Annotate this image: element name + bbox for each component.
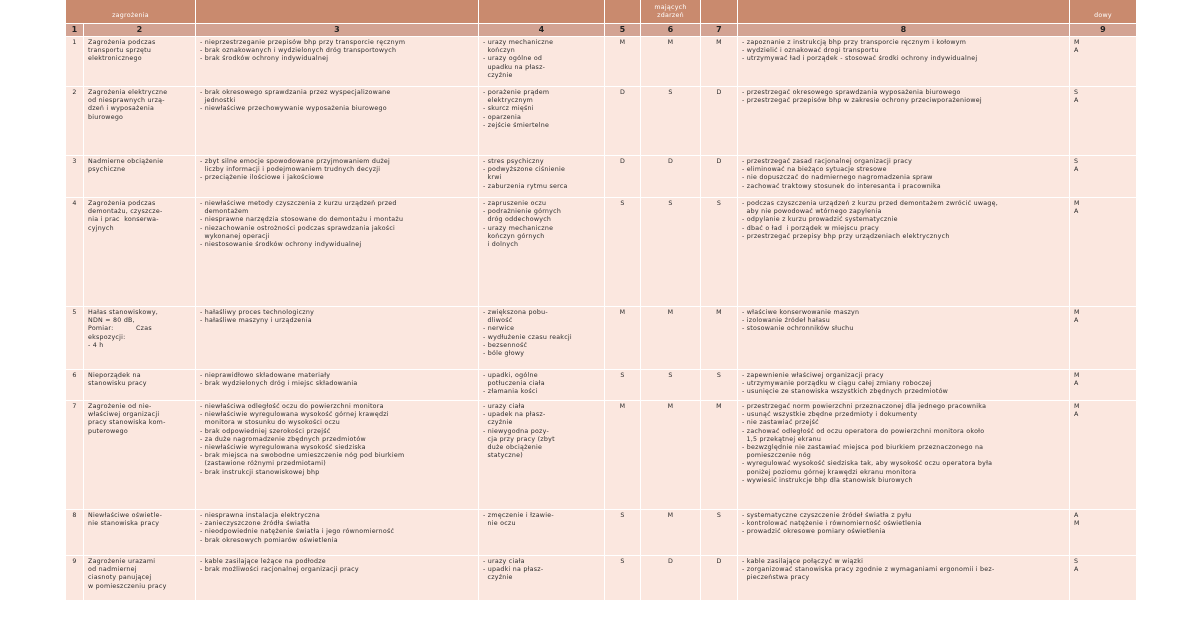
measures-cell-line: - systematyczne czyszczenie źródeł światła z pyłu	[742, 512, 912, 519]
effects-cell-line: dliwość	[483, 317, 513, 325]
column-number: 8	[738, 24, 1070, 37]
measures-cell	[738, 37, 1070, 87]
causes-cell-line: (zastawione różnymi przedmiotami)	[200, 460, 326, 468]
measures-cell-line: - wydzielić i oznakować drogi transportu	[742, 47, 879, 55]
measures-cell-line: - zachować traktowy stosunek do interesanta i pracownika	[742, 182, 941, 190]
risk-after-cell-line: S	[1074, 89, 1079, 96]
causes-cell-line: - nieprzestrzeganie przepisów bhp przy transporcie ręcznym	[200, 39, 406, 46]
row-number: 6	[66, 370, 84, 401]
causes-cell	[196, 307, 479, 370]
threat-cell-line: psychiczne	[88, 166, 126, 174]
causes-cell-line: - niesprawna instalacja elektryczna	[200, 512, 320, 519]
causes-cell-line: - brak okresowych pomiarów oświetlenia	[200, 536, 338, 544]
header-cell	[196, 0, 479, 24]
risk-cell: M	[701, 401, 738, 510]
measures-cell-line: - stosowanie ochronników słuchu	[742, 325, 854, 333]
causes-cell-line: - brak instrukcji stanowiskowej bhp	[200, 468, 320, 476]
risk-after-cell-line: A	[1074, 317, 1079, 325]
header-cell: dowy	[1070, 0, 1137, 24]
severity-cell: S	[641, 370, 701, 401]
causes-cell-line: jednostki	[200, 97, 236, 105]
column-number-row	[66, 24, 1137, 37]
header-cell	[479, 0, 605, 24]
risk-after-cell-line: M	[1074, 372, 1080, 379]
causes-cell-line: - brak odpowiedniej szerokości przejść	[200, 427, 331, 435]
threat-cell	[84, 556, 196, 601]
causes-cell-line: - niewłaściwe metody czyszczenia z kurzu urządzeń przed	[200, 200, 397, 207]
measures-cell	[738, 198, 1070, 307]
threat-cell-line: od niesprawnych urzą-	[88, 97, 165, 105]
column-number: 6	[641, 24, 701, 37]
effects-cell-line: - nerwice	[483, 325, 515, 333]
threat-cell-line: dzeń i wyposażenia	[88, 105, 155, 113]
risk-after-cell	[1070, 37, 1137, 87]
effects-cell-line: nie oczu	[483, 520, 516, 528]
risk-cell: D	[701, 156, 738, 198]
threat-cell-line: - 4 h	[88, 341, 104, 349]
risk-after-cell-line: A	[1074, 380, 1079, 388]
measures-cell-line: - zapoznanie z instrukcją bhp przy transporcie ręcznym i kołowym	[742, 39, 967, 46]
risk-after-cell-line: A	[1074, 166, 1079, 174]
table-row	[66, 87, 1137, 156]
threat-cell-line: elektronicznego	[88, 55, 142, 63]
column-number: 5	[605, 24, 641, 37]
probability-cell: S	[605, 556, 641, 601]
measures-cell-line: - zachować odległość od oczu operatora do powierzchni monitora około	[742, 427, 985, 435]
effects-cell-line: - wydłużenie czasu reakcji	[483, 333, 572, 341]
measures-cell-line: - wyregulować wysokość siedziska tak, aby wysokość oczu operatora była	[742, 460, 993, 468]
effects-cell-line: - podrażnienie górnych	[483, 208, 562, 216]
measures-cell	[738, 510, 1070, 556]
causes-cell-line: liczby informacji i podejmowaniem trudnych decyzji	[200, 166, 381, 174]
measures-cell-line: - wywiesić instrukcje bhp dla stanowisk biurowych	[742, 476, 913, 484]
threat-cell	[84, 87, 196, 156]
threat-cell	[84, 510, 196, 556]
effects-cell	[479, 401, 605, 510]
table-row	[66, 510, 1137, 556]
measures-cell-line: - przestrzegać przepisów bhp w zakresie ochrony przeciwporażeniowej	[742, 97, 982, 105]
row-number: 5	[66, 307, 84, 370]
table-row	[66, 198, 1137, 307]
risk-assessment-table	[65, 0, 1137, 601]
risk-after-cell	[1070, 556, 1137, 601]
measures-cell-line: - przestrzegać zasad racjonalnej organizacji pracy	[742, 158, 913, 165]
causes-cell	[196, 370, 479, 401]
column-number: 9	[1070, 24, 1137, 37]
measures-cell-line: pieczeństwa pracy	[742, 574, 810, 582]
measures-cell	[738, 370, 1070, 401]
table-row	[66, 401, 1137, 510]
threat-cell-line: Niewłaściwe oświetle-	[88, 512, 163, 519]
risk-after-cell-line: A	[1074, 512, 1079, 519]
table-row	[66, 37, 1137, 87]
effects-cell-line: - upadki, ogólne	[483, 372, 538, 379]
measures-cell-line: aby nie powodować wtórnego zapylenia	[742, 208, 882, 216]
effects-cell	[479, 156, 605, 198]
threat-cell-line: cyjnych	[88, 224, 114, 232]
effects-cell	[479, 307, 605, 370]
effects-cell-line: - podwyższone ciśnienie	[483, 166, 566, 174]
measures-cell-line: - eliminować na bieżąco sytuacje stresowe	[742, 166, 887, 174]
threat-cell	[84, 401, 196, 510]
threat-cell-line: stanowisku pracy	[88, 380, 147, 388]
effects-cell-line: i dolnych	[483, 241, 519, 249]
measures-cell-line: - przestrzegać przepisy bhp przy urządzeniach elektrycznych	[742, 232, 950, 240]
causes-cell	[196, 37, 479, 87]
threat-cell-line: właściwej organizacji	[88, 411, 160, 419]
causes-cell-line: - zanieczyszczone źródła światła	[200, 520, 311, 528]
measures-cell-line: - prowadzić okresowe pomiary oświetlenia	[742, 528, 886, 536]
measures-cell-line: - nie dopuszczać do nadmiernego nagromadzenia spraw	[742, 174, 933, 182]
risk-after-cell	[1070, 370, 1137, 401]
measures-cell	[738, 556, 1070, 601]
measures-cell-line: 1,5 przekątnej ekranu	[742, 435, 822, 443]
effects-cell	[479, 510, 605, 556]
table-row	[66, 307, 1137, 370]
effects-cell-line: - zejście śmiertelne	[483, 121, 550, 129]
threat-cell-line: Zagrożenie urazami	[88, 558, 156, 565]
threat-cell-line: ekspozycji:	[88, 333, 126, 341]
measures-cell-line: - usunąć wszystkie zbędne przedmioty i dokumenty	[742, 411, 918, 419]
causes-cell-line: - hałaśliwy proces technologiczny	[200, 309, 315, 316]
row-number: 7	[66, 401, 84, 510]
causes-cell-line: - nieprawidłowo składowane materiały	[200, 372, 331, 379]
causes-cell-line: - brak okresowego sprawdzania przez wyspecjalizowane	[200, 89, 391, 96]
effects-cell-line: - niewygodna pozy-	[483, 427, 550, 435]
effects-cell-line: statyczne)	[483, 452, 523, 460]
table-row	[66, 156, 1137, 198]
measures-cell	[738, 401, 1070, 510]
effects-cell-line: - zmęczenie i łzawie-	[483, 512, 554, 519]
effects-cell-line: czyźnie	[483, 419, 513, 427]
measures-cell-line: - przestrzegać okresowego sprawdzania wyposażenia biurowego	[742, 89, 961, 96]
risk-after-cell-line: S	[1074, 158, 1079, 165]
measures-cell-line: - zorganizować stanowiska pracy zgodnie z wymaganiami ergonomii i bez-	[742, 566, 995, 574]
measures-cell-line: - właściwe konserwowanie maszyn	[742, 309, 860, 316]
measures-cell	[738, 156, 1070, 198]
effects-cell	[479, 37, 605, 87]
probability-cell: D	[605, 87, 641, 156]
threat-cell-line: nie stanowiska pracy	[88, 520, 160, 528]
severity-cell: D	[641, 556, 701, 601]
probability-cell: S	[605, 370, 641, 401]
measures-cell-line: pomieszczenie nóg	[742, 452, 812, 460]
causes-cell-line: - brak środków ochrony indywidualnej	[200, 55, 329, 63]
severity-cell: M	[641, 307, 701, 370]
severity-cell: M	[641, 37, 701, 87]
risk-cell: S	[701, 510, 738, 556]
causes-cell-line: monitora w stosunku do wysokości oczu	[200, 419, 340, 427]
column-number: 4	[479, 24, 605, 37]
measures-cell-line: - przestrzegać norm powierzchni przeznaczonej dla jednego pracownika	[742, 403, 987, 410]
measures-cell-line: - odpylanie z kurzu prowadzić systematycznie	[742, 216, 898, 224]
effects-cell-line: - zaburzenia rytmu serca	[483, 182, 568, 190]
measures-cell	[738, 307, 1070, 370]
column-number: 3	[196, 24, 479, 37]
threat-cell	[84, 156, 196, 198]
effects-cell-line: czyźnie	[483, 574, 513, 582]
severity-cell: M	[641, 401, 701, 510]
causes-cell	[196, 198, 479, 307]
effects-cell-line: - bóle głowy	[483, 350, 525, 358]
threat-cell-line: od nadmiernej	[88, 566, 137, 574]
measures-cell-line: - kontrolować natężenie i równomierność oświetlenia	[742, 520, 922, 528]
causes-cell-line: - niewłaściwie wyregulowana wysokość górnej krawędzi	[200, 411, 389, 419]
causes-cell-line: - brak możliwości racjonalnej organizacji pracy	[200, 566, 359, 574]
effects-cell-line: kończyn górnych	[483, 232, 545, 240]
risk-cell: D	[701, 556, 738, 601]
causes-cell	[196, 87, 479, 156]
effects-cell-line: upadku na płasz-	[483, 63, 546, 71]
row-number: 3	[66, 156, 84, 198]
risk-after-cell	[1070, 307, 1137, 370]
causes-cell-line: - niewłaściwie wyregulowana wysokość siedziska	[200, 444, 366, 452]
threat-cell-line: Zagrożenie od nie-	[88, 403, 152, 410]
threat-cell-line: NDN = 80 dB,	[88, 317, 135, 325]
risk-assessment-document	[65, 0, 1136, 601]
measures-cell-line: - dbać o ład i porządek w miejscu pracy	[742, 224, 879, 232]
threat-cell-line: Hałas stanowiskowy,	[88, 309, 159, 316]
risk-cell: S	[701, 370, 738, 401]
threat-cell	[84, 37, 196, 87]
effects-cell	[479, 370, 605, 401]
measures-cell-line: - kable zasilające połączyć w wiązki	[742, 558, 864, 565]
causes-cell-line: - niesprawne narzędzia stosowane do demontażu i montażu	[200, 216, 404, 224]
causes-cell-line: - niewłaściwa odległość oczu do powierzchni monitora	[200, 403, 384, 410]
effects-cell-line: - złamania kości	[483, 388, 538, 396]
row-number: 1	[66, 37, 84, 87]
causes-cell-line: - nieodpowiednie natężenie światła i jego równomierność	[200, 528, 395, 536]
causes-cell	[196, 556, 479, 601]
causes-cell-line: - brak miejsca na swobodne umieszczenie nóg pod biurkiem	[200, 452, 405, 460]
header-cell: zagrożenia	[66, 0, 196, 24]
measures-cell-line: - podczas czyszczenia urządzeń z kurzu przed demontażem zwrócić uwagę,	[742, 200, 998, 207]
effects-cell-line: dróg oddechowych	[483, 216, 552, 224]
header-cell	[738, 0, 1070, 24]
header-cell	[701, 0, 738, 24]
effects-cell-line: - urazy ciała	[483, 403, 525, 410]
risk-after-cell-line: M	[1074, 520, 1080, 528]
risk-after-cell-line: M	[1074, 39, 1080, 46]
threat-cell	[84, 198, 196, 307]
risk-after-cell	[1070, 87, 1137, 156]
effects-cell-line: potłuczenia ciała	[483, 380, 545, 388]
column-number: 2	[84, 24, 196, 37]
risk-after-cell	[1070, 401, 1137, 510]
probability-cell: M	[605, 37, 641, 87]
effects-cell-line: - bezsenność	[483, 341, 528, 349]
effects-cell-line: krwi	[483, 174, 502, 182]
probability-cell: M	[605, 401, 641, 510]
effects-cell-line: - urazy ciała	[483, 558, 525, 565]
threat-cell-line: ciasnoty panującej	[88, 574, 152, 582]
risk-cell: M	[701, 37, 738, 87]
effects-cell-line: - zwiększona pobu-	[483, 309, 548, 316]
risk-after-cell-line: A	[1074, 208, 1079, 216]
risk-after-cell-line: A	[1074, 566, 1079, 574]
threat-cell-line: Pomiar: Czas	[88, 325, 152, 333]
effects-cell-line: - upadki na płasz-	[483, 566, 544, 574]
measures-cell	[738, 87, 1070, 156]
measures-cell-line: - utrzymywać ład i porządek - stosować środki ochrony indywidualnej	[742, 55, 978, 63]
risk-after-cell-line: A	[1074, 97, 1079, 105]
risk-after-cell	[1070, 156, 1137, 198]
effects-cell	[479, 556, 605, 601]
probability-cell: D	[605, 156, 641, 198]
causes-cell-line: - za duże nagromadzenie zbędnych przedmiotów	[200, 435, 366, 443]
effects-cell	[479, 87, 605, 156]
severity-cell: S	[641, 198, 701, 307]
threat-cell-line: demontażu, czyszcze-	[88, 208, 163, 216]
risk-after-cell-line: A	[1074, 47, 1079, 55]
probability-cell: S	[605, 510, 641, 556]
row-number: 2	[66, 87, 84, 156]
threat-cell	[84, 370, 196, 401]
causes-cell-line: - kable zasilające leżące na podłodze	[200, 558, 326, 565]
risk-after-cell-line: A	[1074, 411, 1079, 419]
effects-cell-line: - urazy mechaniczne	[483, 39, 554, 46]
causes-cell	[196, 401, 479, 510]
effects-cell-line: - porażenie prądem	[483, 89, 550, 96]
threat-cell-line: Nadmierne obciążenie	[88, 158, 164, 165]
table-row	[66, 556, 1137, 601]
risk-cell: M	[701, 307, 738, 370]
risk-after-cell-line: M	[1074, 309, 1080, 316]
threat-cell-line: transportu sprzętu	[88, 47, 152, 55]
table-row	[66, 370, 1137, 401]
causes-cell	[196, 510, 479, 556]
effects-cell-line: elektrycznym	[483, 97, 534, 105]
threat-cell-line: puterowego	[88, 427, 129, 435]
effects-cell-line: - urazy ogólne od	[483, 55, 543, 63]
threat-cell-line: pracy stanowiska kom-	[88, 419, 166, 427]
effects-cell-line: - upadek na płasz-	[483, 411, 546, 419]
risk-after-cell-line: M	[1074, 200, 1080, 207]
threat-cell	[84, 307, 196, 370]
threat-cell-line: Zagrożenia podczas	[88, 200, 156, 207]
causes-cell-line: - niezachowanie ostrożności podczas sprawdzania jakości	[200, 224, 396, 232]
causes-cell-line: - niewłaściwe przechowywanie wyposażenia biurowego	[200, 105, 387, 113]
effects-cell	[479, 198, 605, 307]
causes-cell-line: wykonanej operacji	[200, 232, 270, 240]
causes-cell-line: demontażem	[200, 208, 249, 216]
measures-cell-line: - izolowanie źródeł hałasu	[742, 317, 830, 325]
effects-cell-line: - urazy mechaniczne	[483, 224, 554, 232]
causes-cell	[196, 156, 479, 198]
risk-cell: D	[701, 87, 738, 156]
measures-cell-line: - bezwzględnie nie zastawiać miejsca pod biurkiem przeznaczonego na	[742, 444, 984, 452]
effects-cell-line: czyźnie	[483, 71, 513, 79]
effects-cell-line: duże obciążenie	[483, 444, 543, 452]
probability-cell: S	[605, 198, 641, 307]
threat-cell-line: nia i prac konserwa-	[88, 216, 159, 224]
threat-cell-line: biurowego	[88, 113, 124, 121]
risk-after-cell-line: M	[1074, 403, 1080, 410]
threat-cell-line: Zagrożenia elektryczne	[88, 89, 168, 96]
causes-cell-line: - brak oznakowanych i wydzielonych dróg transportowych	[200, 47, 397, 55]
measures-cell-line: - zapewnienie właściwej organizacji pracy	[742, 372, 884, 379]
causes-cell-line: - hałaśliwe maszyny i urządzenia	[200, 317, 312, 325]
threat-cell-line: w pomieszczeniu pracy	[88, 582, 167, 590]
measures-cell-line: - utrzymywanie porządku w ciągu całej zmiany roboczej	[742, 380, 932, 388]
severity-cell: M	[641, 510, 701, 556]
header-cell: mających zdarzeń	[641, 0, 701, 24]
causes-cell-line: - przeciążenie ilościowe i jakościowe	[200, 174, 324, 182]
row-number: 8	[66, 510, 84, 556]
severity-cell: D	[641, 156, 701, 198]
effects-cell-line: - stres psychiczny	[483, 158, 544, 165]
risk-after-cell	[1070, 198, 1137, 307]
causes-cell-line: - zbyt silne emocje spowodowane przyjmowaniem dużej	[200, 158, 391, 165]
effects-cell-line: kończyn	[483, 47, 516, 55]
table-header-row	[66, 0, 1137, 24]
row-number: 4	[66, 198, 84, 307]
measures-cell-line: - usunięcie ze stanowiska wszystkich zbędnych przedmiotów	[742, 388, 949, 396]
threat-cell-line: Nieporządek na	[88, 372, 141, 379]
measures-cell-line: - nie zastawiać przejść	[742, 419, 819, 427]
risk-cell: S	[701, 198, 738, 307]
severity-cell: S	[641, 87, 701, 156]
column-number: 7	[701, 24, 738, 37]
probability-cell: M	[605, 307, 641, 370]
threat-cell-line: Zagrożenia podczas	[88, 39, 156, 46]
column-number: 1	[66, 24, 84, 37]
effects-cell-line: cja przy pracy (zbyt	[483, 435, 555, 443]
header-cell	[605, 0, 641, 24]
measures-cell-line: poniżej poziomu górnej krawędzi ekranu monitora	[742, 468, 917, 476]
effects-cell-line: - skurcz mięśni	[483, 105, 534, 113]
row-number: 9	[66, 556, 84, 601]
causes-cell-line: - brak wydzielonych dróg i miejsc składowania	[200, 380, 358, 388]
effects-cell-line: - oparzenia	[483, 113, 522, 121]
causes-cell-line: - niestosowanie środków ochrony indywidualnej	[200, 241, 362, 249]
risk-after-cell	[1070, 510, 1137, 556]
risk-after-cell-line: S	[1074, 558, 1079, 565]
effects-cell-line: - zapruszenie oczu	[483, 200, 547, 207]
